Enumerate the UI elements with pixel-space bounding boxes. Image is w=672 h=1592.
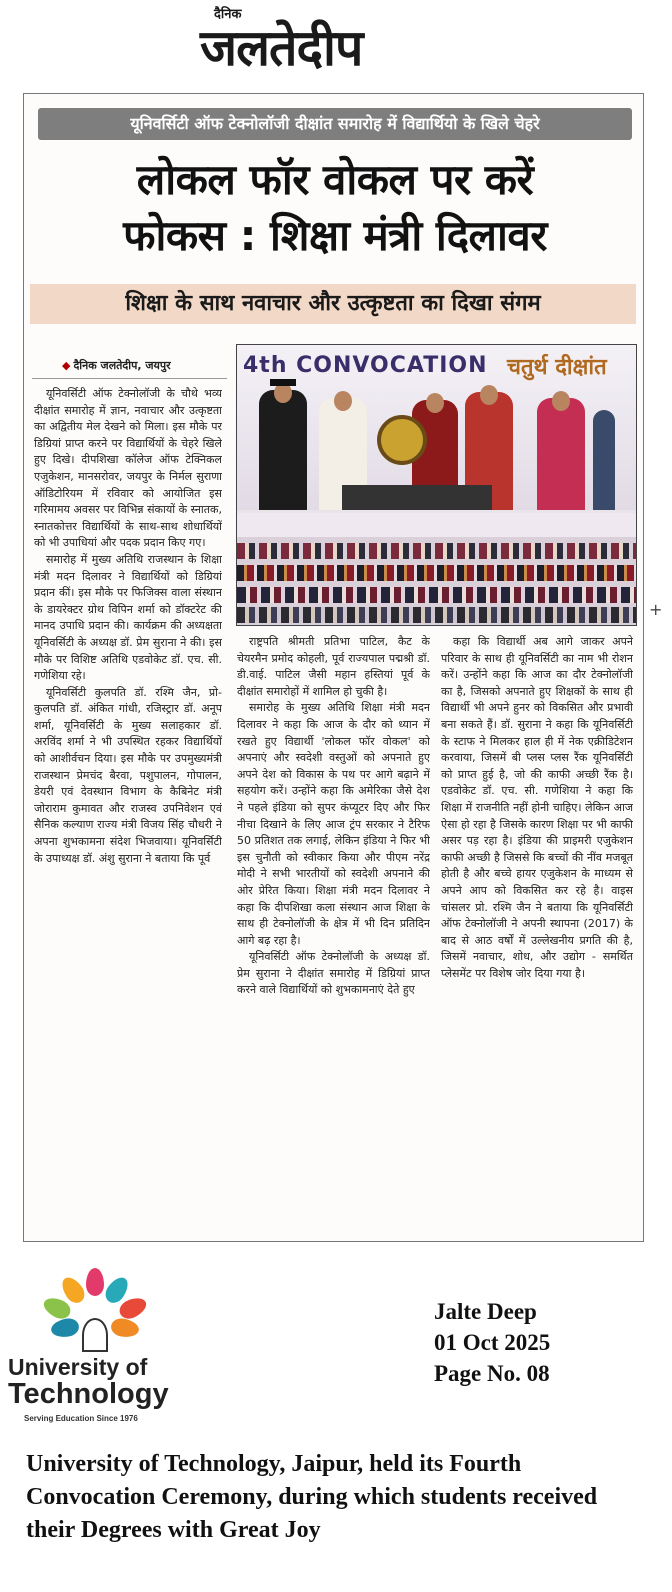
source-paper-name: Jalte Deep — [434, 1299, 537, 1324]
logo-text-line-2: Technology — [8, 1378, 169, 1410]
university-logo — [8, 1268, 178, 1428]
audience-row — [237, 607, 636, 623]
dignitary-figure — [537, 398, 585, 510]
stage-backdrop-text: 4th CONVOCATION — [243, 353, 488, 378]
masthead-title: जलतेदीप — [200, 19, 363, 77]
headline — [32, 152, 638, 264]
byline-text: दैनिक जलतेदीप, जयपुर — [73, 359, 171, 372]
logo-petal-icon — [50, 1317, 81, 1340]
source-date: 01 Oct 2025 — [434, 1330, 551, 1355]
article-paragraph: राष्ट्रपति श्रीमती प्रतिभा पाटिल, कैट के चेयरमैन प्रमोद कोहली, पूर्व राज्यपाल पद्मश्री डॉ. डी.वाई. पाटिल जैसी महान हस्तियां पूर्व के दीक्षांत समारोहों में शामिल हो चुकी है। — [237, 635, 430, 698]
article-column-1 — [34, 386, 222, 1224]
article-paragraph: समारोह में मुख्य अतिथि राजस्थान के शिक्षा मंत्री मदन दिलावर ने विद्यार्थियों को डिग्रियां प्रदान कीं। इस मौके पर फिजिक्स वाला संस्थान के डायरेक्टर ग्रोथ विपिन शर्मा को डॉक्टरेट की मानद उपाधि प्रदान की। कार्यक्रम की अध्यक्षता यूनिवर्सिटी के अध्यक्ष डॉ. प्रेम सुराना ने की। इस मौके पर विशिष्ट अतिथि एडवोकेट डॉ. एच. सी. गणेशिया रहे। — [34, 552, 222, 683]
pen-nib-icon — [82, 1318, 108, 1352]
podium — [342, 485, 492, 510]
article-column-3 — [441, 634, 633, 1224]
article-paragraph: यूनिवर्सिटी ऑफ टेक्नोलॉजी के अध्यक्ष डॉ. प्रेम सुराना ने दीक्षांत समारोह में डिग्रियां प्राप्त करने वाले विद्यार्थियों को शुभकामनाएं देते हुए — [237, 950, 430, 997]
byline — [62, 358, 171, 373]
newspaper-masthead — [200, 4, 480, 84]
stage-backdrop-text-right: चतुर्थ दीक्षांत — [507, 355, 607, 380]
mortarboard-icon — [270, 379, 296, 386]
byline-divider — [32, 378, 227, 379]
graduate-figure — [259, 390, 307, 510]
news-clipping — [23, 93, 644, 1242]
masthead-small-text: दैनिक — [214, 7, 242, 22]
figure-head — [334, 391, 352, 411]
byline-bullet-icon: ◆ — [62, 359, 71, 372]
logo-text-line-1: University of — [8, 1354, 148, 1380]
subheadline: शिक्षा के साथ नवाचार और उत्कृष्टता का दिखा संगम — [30, 284, 636, 324]
audience-row — [237, 543, 636, 559]
figure-head — [274, 383, 292, 403]
source-info — [434, 1296, 550, 1389]
source-page: Page No. 08 — [434, 1361, 550, 1386]
audience-row — [237, 587, 636, 603]
convocation-photo — [236, 344, 637, 626]
logo-petal-icon — [110, 1317, 141, 1340]
figure-head — [552, 391, 570, 411]
article-paragraph: समारोह के मुख्य अतिथि शिक्षा मंत्री मदन दिलावर ने कहा कि आज के दौर को ध्यान में रखते हुए विद्यार्थी 'लोकल फॉर वोकल' को अपनाएं और स्वदेशी वस्तुओं को अपनाते हुए अपने देश को विकास के पथ पर आगे बढ़ाने में सहयोग करें। उन्होंने कहा कि अमेरिका जैसे देश ने पहले इंडिया को सुपर कंप्यूटर दिए और फिर नीचा दिखाने के लिए आज ट्रंप सरकार ने टैरिफ 50 प्रतिशत तक लगाई, लेकिन इंडिया ने फिर भी इस चुनौती को स्वीकार किया और पीएम नरेंद्र मोदी ने सभी भारतीयों को स्वदेशी अपनाने की ओर प्रेरित किया। शिक्षा मंत्री मदन दिलावर ने कहा कि दीपशिखा कला संस्थान आज शिक्षा के साथ ही टेक्नोलॉजी के क्षेत्र में भी दिन प्रतिदिन आगे बढ़ रहा है। — [237, 701, 430, 947]
figure-head — [426, 393, 444, 413]
audience-scene — [237, 513, 636, 625]
figure-head — [480, 385, 498, 405]
headline-line-1: लोकल फॉर वोकल पर करें — [136, 155, 534, 204]
headline-line-2: फोकस : शिक्षा मंत्री दिलावर — [123, 211, 547, 260]
english-caption: University of Technology, Jaipur, held its Fourth Convocation Ceremony, during which students received their Degrees with Great Joy — [26, 1451, 598, 1543]
article-column-2 — [237, 634, 430, 1224]
article-paragraph: कहा कि विद्यार्थी अब आगे जाकर अपने परिवार के साथ ही यूनिवर्सिटी का नाम भी रोशन करें। उन्होंने कहा कि आज का दौर टेक्नोलॉजी का है, जिसको अपनाते हुए शिक्षकों के साथ ही विद्यार्थी भी अपने हुनर को विकसित और प्रभावी बना सकते हैं। डॉ. सुराना ने कहा कि यूनिवर्सिटी के स्टाफ ने मिलकर हाल ही में नेक एक्रीडिटेशन करवाया, जिसमें बी प्लस प्लस रैंक यूनिवर्सिटी को प्राप्त हुई है, जो की काफी अच्छी रैंक है। एडवोकेट डॉ. एच. सी. गणेशिया ने कहा कि शिक्षा में राजनीति नहीं होनी चाहिए। लेकिन आज ऐसा हो रहा है जिसके कारण शिक्षा पर भी काफी असर पड़ रहा है। इंडिया की प्राइमरी एजुकेशन काफी अच्छी है जिससे कि बच्चों की नींव मजबूत होती है और बच्चे हायर एजुकेशन के माध्यम से अपने आप को विकसित कर रहे है। वाइस चांसलर प्रो. रश्मि जैन ने बताया कि यूनिवर्सिटी ऑफ टेक्नोलॉजी ने अपनी स्थापना (2017) के बाद से आठ वर्षों में उल्लेखनीय प्रगति की है, जिसमें नवाचार, शोध, और उद्योग - समर्थित प्लेसमेंट पर विशेष जोर दिया गया है। — [441, 635, 633, 980]
stage-scene — [237, 345, 636, 510]
audience-backdrop — [237, 513, 636, 537]
logo-petal-icon — [86, 1268, 104, 1296]
kicker-banner: यूनिवर्सिटी ऑफ टेक्नोलॉजी दीक्षांत समारोह में विद्यार्थियो के खिले चेहरे — [38, 108, 632, 140]
article-paragraph: यूनिवर्सिटी ऑफ टेक्नोलॉजी के चौथे भव्य दीक्षांत समारोह में ज्ञान, नवाचार और उत्कृष्टता का अद्वितीय मेल देखने को मिला। इस मौके पर डिग्रियां प्राप्त करने पर विद्यार्थियों के चेहरे खिले हुए दिखे। दीपशिखा कॉलेज ऑफ टेक्निकल एजुकेशन, मानसरोवर, जयपुर के निर्मल सुराणा ऑडिटोरियम में रविवार को आयोजित इस गरिमामय अवसर पर विभिन्न संकायों के स्नातक, स्नातकोत्तर विद्यार्थियों के साथ-साथ शोधार्थियों को भी उपाधियां और पदक प्रदान किए गए। — [34, 387, 222, 550]
memento-plaque-icon — [377, 415, 427, 465]
crosshair-icon: + — [649, 600, 663, 619]
standing-figure — [593, 410, 615, 510]
audience-row — [237, 565, 636, 581]
logo-tagline: Serving Education Since 1976 — [24, 1414, 138, 1423]
article-paragraph: यूनिवर्सिटी कुलपति डॉ. रश्मि जैन, प्रो-कुलपति डॉ. अंकित गांधी, रजिस्ट्रार डॉ. अनूप शर्मा, यूनिवर्सिटी के मुख्य सलाहकार डॉ. अरविंद शर्मा ने भी उपस्थित रहकर विद्यार्थियों को आशीर्वचन दिया। इस मौके पर उपमुख्यमंत्री राजस्थान प्रेमचंद बैरवा, पशुपालन, गोपालन, डेयरी एवं देवस्थान विभाग के कैबिनेट मंत्री जोराराम कुमावत और राजस्व उपनिवेशन एवं सैनिक कल्याण राज्य मंत्री विजय सिंह चौधरी ने अपना शुभकामना संदेश भिजवाया। यूनिवर्सिटी के उपाध्यक्ष डॉ. अंशु सुराना ने बताया कि पूर्व — [34, 685, 222, 865]
